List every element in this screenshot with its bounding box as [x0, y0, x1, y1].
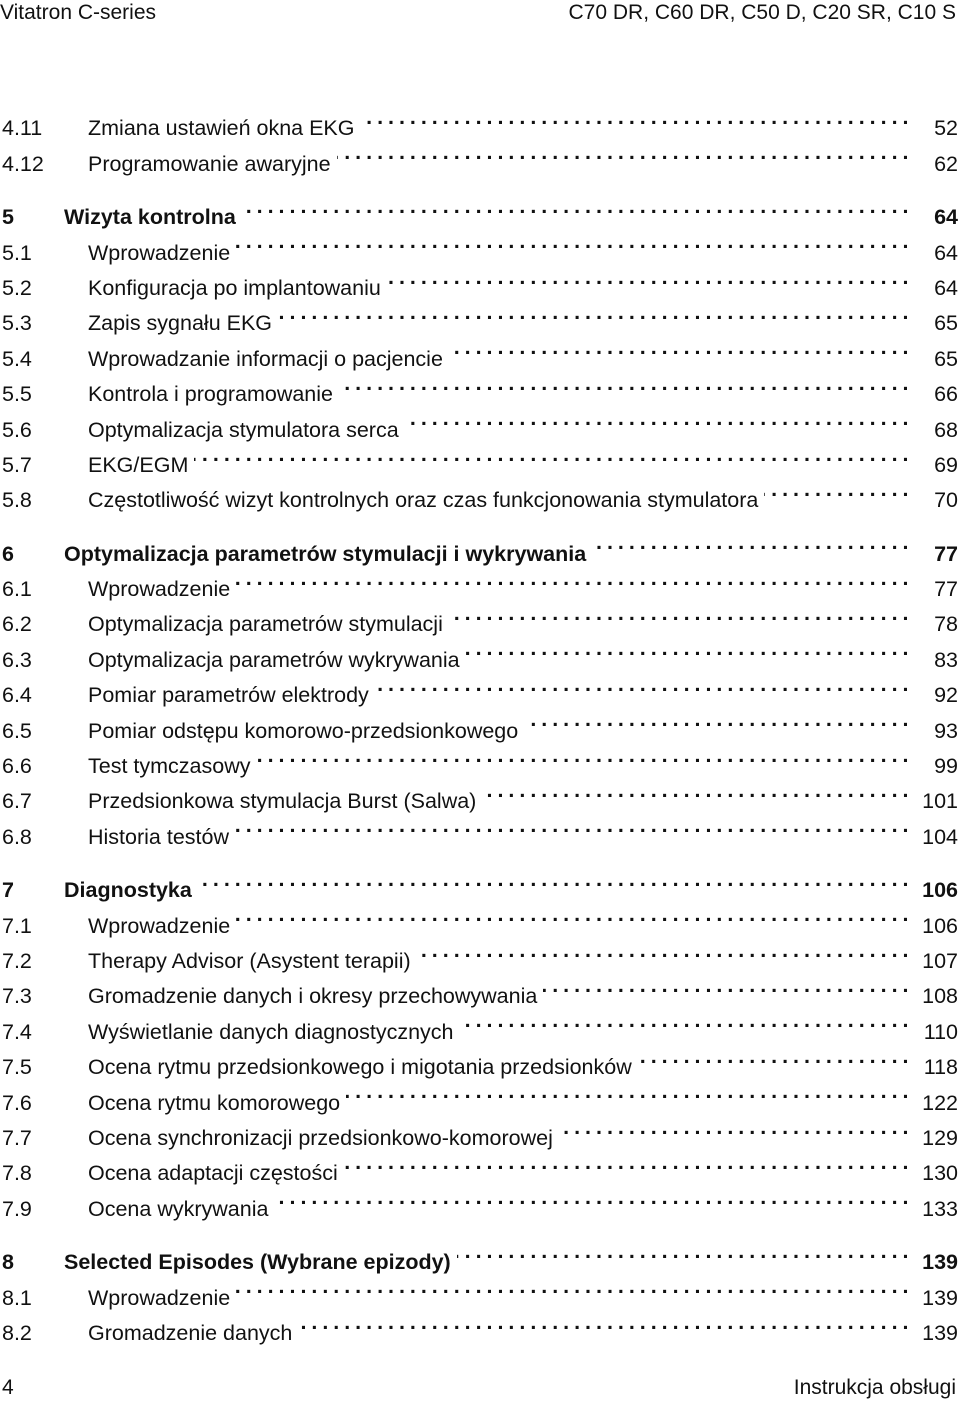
toc-entry-title: Wyświetlanie danych diagnostycznych — [88, 1019, 454, 1044]
toc-entry-page: 62 — [934, 151, 958, 176]
toc-entry-title: Ocena wykrywania — [88, 1196, 269, 1221]
toc-entry-number: 6.3 — [2, 647, 32, 672]
toc-dot-leader — [236, 1269, 908, 1304]
toc-entry-title: Selected Episodes (Wybrane epizody) — [64, 1250, 451, 1275]
toc-entry-title: Zapis sygnału EKG — [88, 311, 273, 336]
toc-entry-page: 69 — [934, 452, 958, 477]
toc-entry-number: 7.7 — [2, 1125, 32, 1150]
toc-entry-title: Pomiar odstępu komorowo-przedsionkowego — [88, 718, 519, 743]
toc-dot-leader — [457, 1234, 908, 1269]
toc-dot-leader — [274, 1180, 908, 1215]
toc-dot-leader — [337, 135, 908, 170]
toc-entry-number: 7.2 — [2, 948, 32, 973]
toc-dot-leader — [559, 1110, 908, 1145]
toc-chapter-entry[interactable] — [0, 525, 958, 566]
toc-entry-page: 122 — [922, 1090, 958, 1115]
toc-entry-number: 5.5 — [2, 382, 32, 407]
toc-entry-title: Wprowadzanie informacji o pacjencie — [88, 346, 443, 371]
toc-entry-number: 8.2 — [2, 1320, 32, 1345]
toc-entry-number: 7.3 — [2, 984, 32, 1009]
toc-entry-title: Diagnostyka — [64, 878, 192, 903]
toc-entry-title: Wprowadzenie — [88, 913, 231, 938]
toc-entry-number: 7.8 — [2, 1161, 32, 1186]
page-footer — [0, 1374, 960, 1402]
toc-dot-leader — [460, 1003, 909, 1038]
toc-entry-page: 139 — [922, 1320, 958, 1345]
toc-dot-leader — [482, 773, 908, 808]
toc-dot-leader — [346, 1074, 908, 1109]
toc-entry-number: 5.4 — [2, 346, 32, 371]
toc-entry-page: 130 — [922, 1161, 958, 1186]
toc-entry-page: 139 — [922, 1250, 958, 1275]
toc-dot-leader — [524, 702, 908, 737]
toc-entry-page: 139 — [922, 1285, 958, 1310]
toc-entry-title: Optymalizacja parametrów stymulacji i wykrywania — [64, 541, 587, 566]
toc-entry-page: 70 — [934, 488, 958, 513]
toc-entry-number: 5.2 — [2, 275, 32, 300]
toc-entry-page: 129 — [922, 1125, 958, 1150]
toc-entry-title: Optymalizacja stymulatora serca — [88, 417, 399, 442]
toc-entry-title: Przedsionkowa stymulacja Burst (Salwa) — [88, 789, 477, 814]
toc-entry-number: 6.8 — [2, 824, 32, 849]
toc-entry-title: Wprowadzenie — [88, 577, 231, 602]
toc-entry-page: 110 — [923, 1019, 958, 1044]
toc-entry-number: 6.2 — [2, 612, 32, 637]
toc-dot-leader — [543, 968, 908, 1003]
toc-dot-leader — [235, 808, 908, 843]
toc-dot-leader — [466, 631, 908, 666]
toc-entry[interactable] — [0, 100, 958, 141]
toc-entry-number: 7.9 — [2, 1196, 32, 1221]
toc-dot-leader — [344, 1145, 908, 1180]
toc-entry-page: 65 — [934, 346, 958, 371]
toc-entry-page: 133 — [922, 1196, 958, 1221]
toc-entry-title: Optymalizacja parametrów stymulacji — [88, 612, 443, 637]
toc-entry-number: 4.11 — [2, 116, 43, 141]
toc-entry-page: 66 — [934, 382, 958, 407]
toc-entry-number: 6.1 — [2, 577, 32, 602]
toc-entry-number: 5.1 — [2, 240, 32, 265]
toc-dot-leader — [298, 1305, 908, 1340]
toc-dot-leader — [256, 738, 908, 773]
toc-entry-number: 6.5 — [2, 718, 32, 743]
toc-entry-number: 5 — [2, 205, 14, 230]
toc-entry-title: Gromadzenie danych — [88, 1320, 293, 1345]
toc-entry-title: Konfiguracja po implantowaniu — [88, 275, 381, 300]
toc-entry-title: Gromadzenie danych i okresy przechowywania — [88, 984, 538, 1009]
toc-entry-number: 8 — [2, 1250, 14, 1275]
toc-entry-page: 106 — [922, 878, 958, 903]
toc-entry-page: 68 — [934, 417, 958, 442]
toc-entry-title: Ocena synchronizacji przedsionkowo-komorowej — [88, 1125, 553, 1150]
toc-dot-leader — [638, 1039, 908, 1074]
toc-chapter-entry[interactable] — [0, 1234, 958, 1275]
toc-dot-leader — [375, 667, 908, 702]
toc-entry-number: 5.7 — [2, 452, 32, 477]
header-model-list: C70 DR, C60 DR, C50 D, C20 SR, C10 S — [568, 1, 956, 24]
toc-entry-page: 107 — [922, 948, 958, 973]
toc-dot-leader — [449, 330, 908, 365]
toc-dot-leader — [764, 472, 908, 507]
toc-entry-title: Programowanie awaryjne — [88, 151, 331, 176]
toc-entry-title: Test tymczasowy — [88, 754, 251, 779]
table-of-contents — [0, 100, 958, 1345]
toc-entry-number: 6.7 — [2, 789, 32, 814]
toc-chapter-entry[interactable] — [0, 189, 958, 230]
toc-entry-number: 5.6 — [2, 417, 32, 442]
toc-entry-number: 8.1 — [2, 1285, 32, 1310]
toc-dot-leader — [236, 224, 908, 259]
toc-entry-title: Wprowadzenie — [88, 1285, 231, 1310]
toc-entry-title: Wizyta kontrolna — [64, 205, 236, 230]
toc-entry-title: Częstotliwość wizyt kontrolnych oraz czas funkcjonowania stymulatora — [88, 488, 759, 513]
toc-dot-leader — [449, 596, 908, 631]
toc-entry-title: Therapy Advisor (Asystent terapii) — [88, 948, 411, 973]
toc-entry-number: 5.3 — [2, 311, 32, 336]
toc-entry-page: 92 — [934, 683, 958, 708]
toc-dot-leader — [236, 897, 908, 932]
toc-entry-title: Pomiar parametrów elektrody — [88, 683, 369, 708]
toc-entry-page: 93 — [934, 718, 958, 743]
toc-dot-leader — [198, 862, 908, 897]
toc-entry-number: 5.8 — [2, 488, 32, 513]
toc-chapter-entry[interactable] — [0, 862, 958, 903]
toc-entry-title: Wprowadzenie — [88, 240, 231, 265]
footer-label: Instrukcja obsługi — [793, 1376, 956, 1399]
toc-entry-page: 101 — [922, 789, 958, 814]
toc-entry-page: 78 — [934, 612, 958, 637]
toc-dot-leader — [194, 437, 908, 472]
toc-dot-leader — [339, 366, 908, 401]
toc-entry-page: 64 — [934, 205, 958, 230]
toc-entry-number: 7.5 — [2, 1055, 32, 1080]
toc-entry-number: 6 — [2, 541, 14, 566]
toc-entry-page: 83 — [934, 647, 958, 672]
page-header — [0, 0, 960, 26]
toc-entry-title: Ocena rytmu komorowego — [88, 1090, 341, 1115]
header-product-name: Vitatron C-series — [0, 1, 157, 24]
toc-entry-title: EKG/EGM — [88, 452, 189, 477]
toc-entry-page: 64 — [934, 275, 958, 300]
toc-dot-leader — [592, 525, 908, 560]
toc-entry-page: 108 — [922, 984, 958, 1009]
toc-dot-leader — [405, 401, 908, 436]
toc-dot-leader — [387, 260, 908, 295]
toc-entry-number: 7 — [2, 878, 14, 903]
toc-entry-number: 7.6 — [2, 1090, 32, 1115]
toc-entry-title: Ocena rytmu przedsionkowego i migotania przedsionków — [88, 1055, 632, 1080]
toc-dot-leader — [417, 933, 908, 968]
toc-entry-title: Historia testów — [88, 824, 229, 849]
toc-entry-number: 7.4 — [2, 1019, 32, 1044]
toc-entry-title: Ocena adaptacji częstości — [88, 1161, 338, 1186]
toc-dot-leader — [361, 100, 909, 135]
toc-entry-page: 65 — [934, 311, 958, 336]
toc-entry-page: 104 — [922, 824, 958, 849]
footer-page-number: 4 — [2, 1376, 14, 1399]
toc-entry-number: 6.6 — [2, 754, 32, 779]
toc-entry-title: Optymalizacja parametrów wykrywania — [88, 647, 460, 672]
toc-entry-number: 7.1 — [2, 913, 32, 938]
toc-entry-page: 99 — [934, 754, 958, 779]
toc-entry-page: 52 — [934, 116, 958, 141]
toc-entry-number: 4.12 — [2, 151, 44, 176]
toc-entry-page: 77 — [934, 541, 958, 566]
toc-entry-title: Kontrola i programowanie — [88, 382, 333, 407]
toc-dot-leader — [278, 295, 908, 330]
toc-entry-page: 118 — [923, 1055, 958, 1080]
toc-entry-number: 6.4 — [2, 683, 32, 708]
toc-dot-leader — [236, 561, 908, 596]
toc-entry-title: Zmiana ustawień okna EKG — [88, 116, 355, 141]
toc-entry-page: 106 — [922, 913, 958, 938]
toc-dot-leader — [242, 189, 908, 224]
toc-entry-page: 64 — [934, 240, 958, 265]
toc-entry-page: 77 — [934, 577, 958, 602]
